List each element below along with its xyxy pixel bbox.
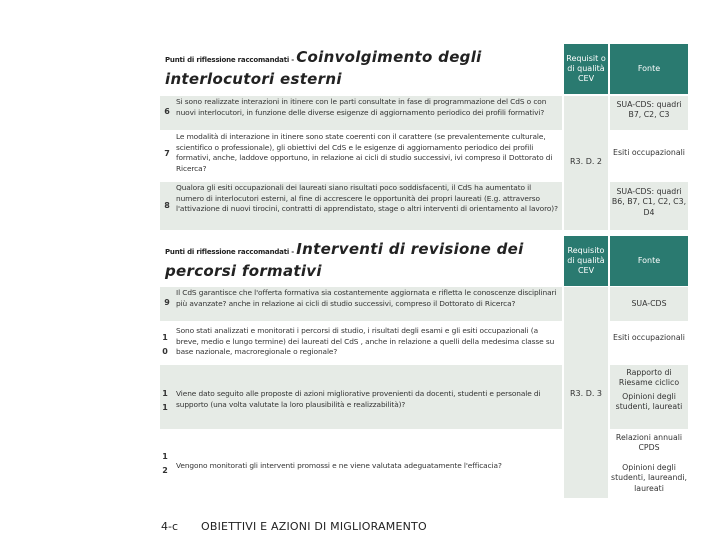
section2-source-1: SUA-CDS [610, 287, 688, 321]
section2-source-6: Opinioni degli studenti, laureandi, laureati [611, 463, 687, 493]
row-number: 1 0 [162, 333, 168, 356]
row-question: Qualora gli esiti occupazionali dei laureati siano risultati poco soddisfacenti, il CdS ha aumentato il numero di interlocutori esterni, al fine di accrescere le opportunità dei propri laureati (E.g. attraverso l'attivazione di nuovi tirocini, contratti di apprendistato, stage o altri interventi di orientamento al lavoro)? [176, 183, 558, 214]
section2-src-header: Fonte [610, 236, 688, 286]
section2-source-5: Relazioni annuali CPDS [615, 433, 683, 453]
section1-source-3: SUA-CDS: quadri B6, B7, C1, C2, C3, D4 [610, 182, 688, 230]
row-question: Le modalità di interazione in itinere sono state coerenti con il carattere (se prevalentemente culturale, scientifico o professionale), gli obiettivi del CdS e le esigenze di aggiornamento periodico dei profili formativi, anche, laddove opportuno, in relazione ai cicli di studio successivi, ivi compreso il Dottorato di Ricerca? [176, 132, 553, 173]
section1-src-header: Fonte [610, 44, 688, 94]
section2-req-header: Requisito di qualità CEV [564, 236, 608, 286]
row-number: 1 2 [162, 452, 168, 475]
section1-requirement: R3. D. 2 [569, 157, 603, 166]
row-question: Si sono realizzate interazioni in itinere con le parti consultate in fase di programmazione del CdS o con nuovi interlocutori, in funzione delle diverse esigenze di aggiornamento periodico dei profili formativi? [176, 97, 547, 117]
row-number: 7 [164, 149, 170, 158]
section1-heading [165, 46, 557, 90]
section1-row-8 [160, 182, 562, 230]
section2-requirement: R3. D. 3 [569, 389, 603, 398]
section2-title-a: Interventi di revisione dei [296, 240, 524, 258]
section2-row-12 [160, 430, 562, 498]
row-question: Vengono monitorati gli interventi promossi e ne viene valutata adeguatamente l'efficacia? [176, 461, 502, 470]
row-question: Viene dato seguito alle proposte di azioni migliorative provenienti da docenti, studenti e personale di supporto (una volta valutate la loro plausibilità e realizzabilità)? [176, 389, 541, 409]
row-number: 8 [164, 201, 170, 210]
row-question: Il CdS garantisce che l'offerta formativa sia costantemente aggiornata e rifletta le conoscenze disciplinari più avanzate? anche in relazione ai cicli di studio successivi, compreso il Dottorato di Ricerca? [176, 288, 557, 308]
row-number: 9 [164, 298, 170, 307]
section1-title-b: interlocutori esterni [165, 70, 342, 88]
section2-source-3: Rapporto di Riesame ciclico [618, 368, 680, 388]
row-number: 1 1 [162, 389, 168, 412]
section2-row-10 [160, 322, 562, 364]
section2-heading [165, 238, 557, 282]
row-number: 6 [164, 107, 170, 116]
left-margin-band [0, 0, 142, 540]
section1-prefix: Punti di riflessione raccomandati - [165, 56, 297, 64]
section2-row-11 [160, 365, 562, 429]
slide-number: 4-c [161, 520, 179, 533]
row-question: Sono stati analizzati e monitorati i percorsi di studio, i risultati degli esami e gli esiti occupazionali (a breve, medio e lungo termine) dei laureati del CdS , anche in relazione a quelli della medesima classe su base nazionale, macroregionale o regionale? [176, 326, 555, 357]
slide-footer-title: OBIETTIVI E AZIONI DI MIGLIORAMENTO [201, 520, 427, 533]
section1-source-2: Esiti occupazionali [613, 148, 685, 157]
section2-prefix: Punti di riflessione raccomandati - [165, 248, 297, 256]
section2-row-9 [160, 287, 562, 321]
section2-title-b: percorsi formativi [165, 262, 322, 280]
section1-source-1: SUA-CDS: quadri B7, C2, C3 [610, 96, 688, 130]
section1-row-6 [160, 96, 562, 130]
section1-req-header: Requisit o di qualità CEV [564, 44, 608, 94]
section1-row-7 [160, 131, 562, 181]
section2-source-sheet [610, 365, 688, 429]
section1-title-a: Coinvolgimento degli [296, 48, 482, 66]
section2-source-4: Opinioni degli studenti, laureati [615, 391, 683, 412]
section2-source-2: Esiti occupazionali [613, 333, 685, 342]
